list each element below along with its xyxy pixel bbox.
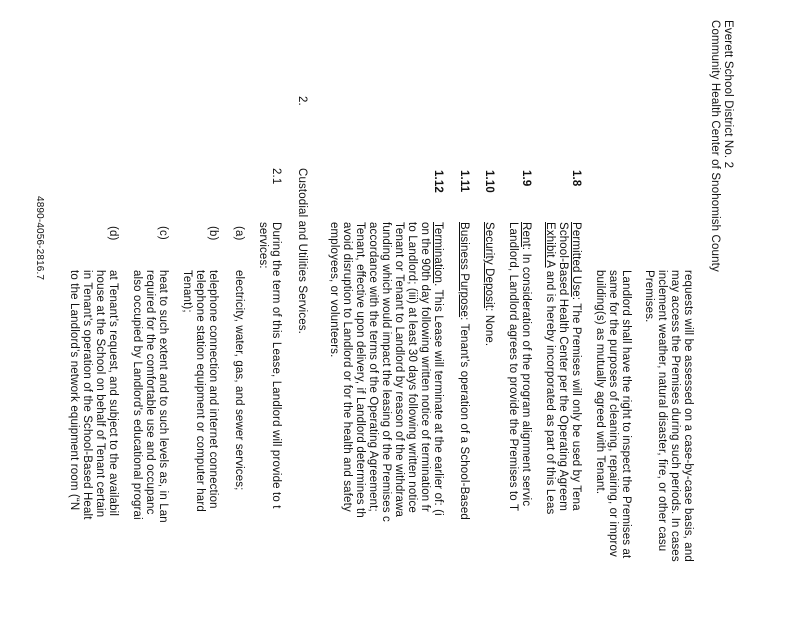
body-line: services:: [257, 222, 269, 269]
section-1-9-line: [519, 222, 532, 506]
rotated-document-page: [20, 0, 740, 618]
list-item-text: at Tenant’s request, and subject to the availabil: [107, 270, 119, 517]
list-item-text: heat to such extent and to such levels as, in Lan: [157, 270, 169, 523]
section-number: 1.11: [458, 170, 470, 193]
body-line: requests will be assessed on a case-by-case basis, and: [682, 270, 694, 562]
section-number: 1.12: [432, 170, 444, 193]
section-1-8-line: [569, 222, 582, 511]
section-number: 1.9: [520, 170, 532, 187]
body-line: on the 90th day following written notice of termination fr: [419, 222, 431, 512]
body-line: avoid disruption to Landlord or for the health and safety: [341, 222, 353, 512]
section-title: Permitted Use: [570, 222, 582, 297]
body-line: accordance with the terms of the Operating Agreement;: [367, 222, 379, 512]
section-number: 2.1: [270, 168, 282, 185]
body-line: same for the purposes of cleaning, repairing, or improv: [607, 270, 619, 557]
list-item-text: house at the School on behalf of Tenant certain: [94, 270, 106, 518]
list-item-text: telephone station equipment or computer hard: [194, 270, 206, 512]
body-line: employees, or volunteers.: [328, 222, 340, 358]
section-number: 1.8: [570, 170, 582, 187]
section-number: 1.10: [483, 170, 495, 193]
list-item-text: electricity, water, gas, and sewer services;: [233, 270, 245, 491]
body-line: Landlord, Landlord agrees to provide the Premises to T: [507, 222, 519, 512]
section-text: : In consideration of the program alignment servic: [520, 246, 532, 507]
section-number: 2.: [296, 96, 308, 106]
section-1-11-line: [457, 222, 470, 520]
list-marker: (a): [233, 226, 245, 241]
list-item-text: Tenant);: [181, 270, 193, 313]
body-line: funding which would impact the leasing of the Premises c: [380, 222, 392, 522]
list-item-text: telephone connection and internet connection: [207, 270, 219, 509]
section-text: : Tenant’s operation of a School-Based: [458, 317, 470, 520]
section-text: : The Premises will only be used by Tena: [570, 296, 582, 511]
header-health-center: Community Health Center of Snohomish County: [709, 20, 721, 272]
body-line: School-Based Health Center per the Operating Agreem: [557, 222, 569, 511]
header-district: Everett School District No. 2: [722, 20, 734, 169]
body-line: inclement weather, natural disaster, fire, or other casu: [656, 270, 668, 552]
section-title: Rent: [520, 222, 532, 247]
section-2-title: Custodial and Utilities Services.: [296, 168, 308, 335]
body-line: Premises.: [643, 270, 655, 323]
list-marker: (d): [107, 226, 119, 241]
exhibit-a-reference: Exhibit A: [544, 222, 556, 268]
section-1-12-line: [431, 222, 444, 516]
section-title: Business Purpose: [458, 222, 470, 318]
section-1-10-line: [482, 222, 495, 346]
list-marker: (c): [157, 226, 169, 240]
section-title: Termination: [432, 222, 444, 284]
body-line: to Landlord; (iii) at least 30 days following written notice: [406, 222, 418, 513]
body-line: may access the Premises during such periods. In cases: [669, 270, 681, 562]
body-line: Tenant or Tenant to Landlord by reason of the withdrawa: [393, 222, 405, 518]
list-item-text: in Tenant’s operation of the School-Based Healt: [81, 270, 93, 520]
list-item-text: also occupied by Landlord’s educational prograi: [131, 270, 143, 520]
list-item-text: required for the comfortable use and occupanc: [144, 270, 156, 515]
body-line: Tenant, effective upon delivery, if Landlord determines th: [354, 222, 366, 518]
section-title: Security Deposit: [483, 222, 495, 309]
document-id-footer: 4890-4056-2816.7: [34, 196, 45, 281]
section-1-8-line-3: [543, 222, 556, 514]
body-line: Landlord shall have the right to inspect the Premises at: [620, 270, 632, 559]
body-line: building(s) as mutually agreed with Tenant.: [594, 270, 606, 495]
list-item-text: to the Landlord’s network equipment room (“N: [68, 270, 80, 511]
list-marker: (b): [207, 226, 219, 241]
section-text: . This Lease will terminate at the earlier of: (i: [432, 283, 444, 516]
section-text: : None.: [483, 308, 495, 347]
body-line: During the term of this Lease, Landlord will provide to t: [270, 222, 282, 509]
section-text: and is hereby incorporated as part of this Leas: [544, 267, 556, 515]
